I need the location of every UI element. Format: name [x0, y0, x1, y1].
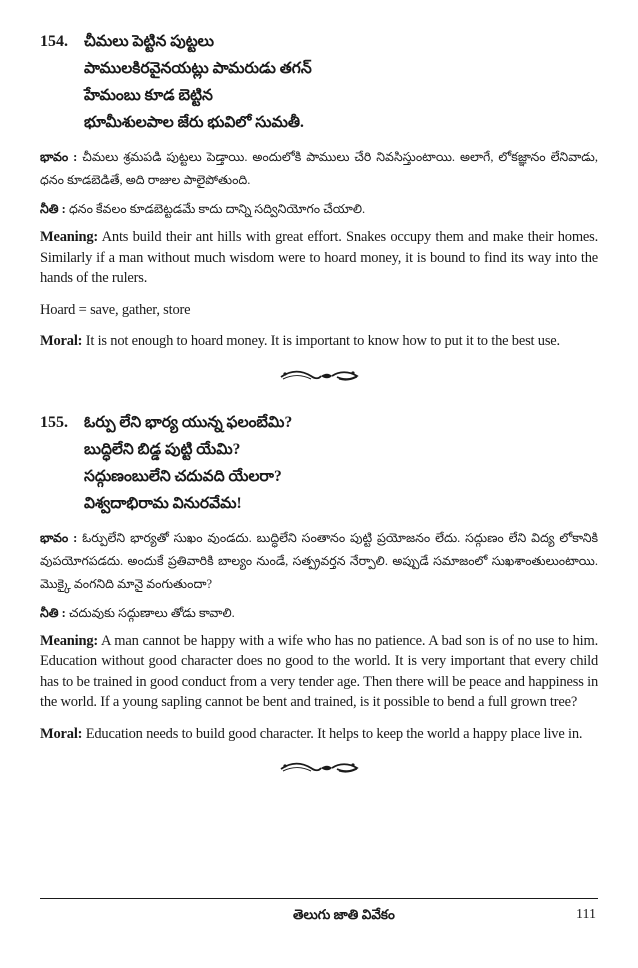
page-number: 111	[576, 907, 596, 922]
verse-lines	[84, 28, 598, 136]
verse-line: చీమలు పెట్టిన పుట్టలు	[84, 33, 215, 50]
verse-line: భూమీశులపాల జేరు భువిలో సుమతీ.	[84, 114, 304, 131]
scroll-flourish-icon	[40, 363, 598, 389]
moral-text: Education needs to build good character. It helps to keep the world a happy place live in.	[85, 725, 583, 742]
meaning-paragraph	[40, 227, 598, 289]
neeti-label: నీతి :	[40, 202, 66, 216]
verse-line: హేమంబు కూడ బెట్టిన	[84, 87, 213, 104]
verse-number: 155.	[40, 413, 68, 431]
meaning-paragraph	[40, 631, 598, 713]
verse-line: విశ్వదాభిరామ వినురవేమ!	[84, 494, 242, 512]
verse-line: ఓర్పు లేని భార్య యున్న ఫలంబేమి?	[84, 413, 293, 431]
verse-155	[40, 409, 598, 517]
bhavam-paragraph	[40, 146, 598, 192]
verse-line: పాములకిరవైనయట్లు పామరుడు తగన్	[84, 60, 312, 77]
verse-line: సద్గుణంబులేని చదువది యేలరా?	[84, 467, 282, 485]
moral-label: Moral:	[40, 725, 83, 742]
ornament-svg	[277, 760, 361, 776]
meaning-label: Meaning:	[40, 229, 99, 245]
moral-paragraph	[40, 724, 598, 745]
book-title: తెలుగు జాతి వివేకం	[293, 907, 395, 922]
scroll-flourish-icon	[40, 755, 598, 781]
neeti-text: ధనం కేవలం కూడబెట్టడమే కాదు దాన్ని సద్వినియోగం చేయాలి.	[68, 202, 366, 216]
ornament-svg	[277, 368, 361, 384]
page-footer	[40, 898, 598, 922]
bhavam-text: చీమలు శ్రమపడి పుట్టలు పెడ్తాయి. అందులోకి పాములు చేరి నివసిస్తుంటాయి. అలాగే, లోకజ్ఞానం లేనివాడు, ధనం కూడబెడితే, అది రాజుల పాలైపోతుంది.	[40, 150, 599, 187]
meaning-text: A man cannot be happy with a wife who has no patience. A bad son is of no use to him. Education without good character does no good to the world. It is very important that every child has to be trained in good conduct from a very tender age. Then there will be peace and happiness in the world. If a young sapling cannot be bent and trained, is it possible to bend a full grown tree?	[40, 632, 598, 710]
bhavam-label: భావం :	[40, 150, 78, 164]
meaning-text: Ants build their ant hills with great effort. Snakes occupy them and make their homes. Similarly if a man without much wisdom were to hoard money, it is bound to find its way into the hands of the rulers.	[40, 229, 599, 286]
moral-paragraph	[40, 331, 598, 352]
neeti-label: నీతి :	[40, 605, 66, 620]
bhavam-label: భావం :	[40, 530, 78, 545]
verse-154	[40, 28, 598, 136]
bhavam-paragraph	[40, 527, 598, 596]
moral-text: It is not enough to hoard money. It is important to know how to put it to the best use.	[85, 333, 560, 349]
verse-lines	[84, 409, 598, 517]
meaning-label: Meaning:	[40, 632, 99, 649]
neeti-paragraph	[40, 198, 598, 221]
page-content	[40, 28, 598, 801]
gloss-paragraph: Hoard = save, gather, store	[40, 301, 191, 318]
moral-label: Moral:	[40, 333, 83, 349]
verse-line: బుద్ధిలేని బిడ్డ పుట్టి యేమి?	[84, 440, 241, 458]
neeti-paragraph	[40, 602, 598, 625]
verse-number: 154.	[40, 33, 68, 50]
neeti-text: చదువుకు సద్గుణాలు తోడు కావాలి.	[68, 605, 235, 620]
bhavam-text: ఓర్పులేని భార్యతో సుఖం వుండదు. బుద్ధిలేని సంతానం పుట్టి ప్రయోజనం లేదు. సద్గుణం లేని విద్య లోకానికి వుపయోగపడదు. అందుకే ప్రతివారికి బాల్యం నుండే, సత్ప్రవర్తన నేర్పాలి. అప్పుడే సమాజంలో సుఖశాంతులుంటాయి. మొక్కై వంగనిది మానై వంగుతుందా?	[40, 530, 599, 591]
